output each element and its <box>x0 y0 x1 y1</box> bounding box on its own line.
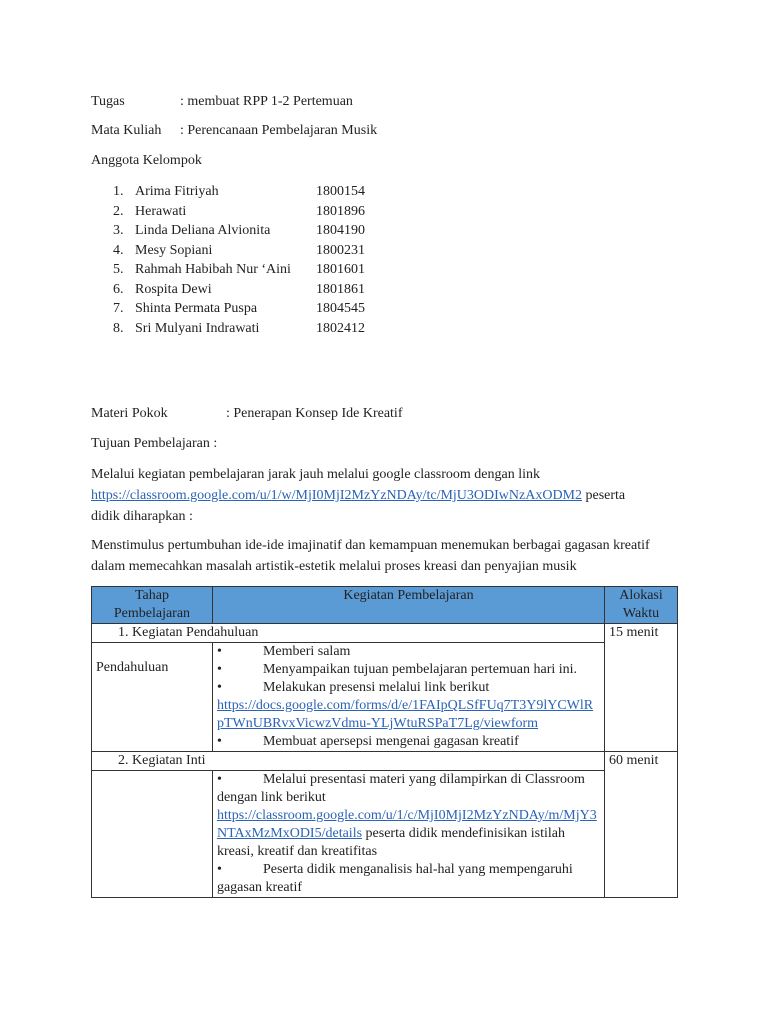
list-item: • Peserta didik menganalisis hal-hal yang mempengaruhi gagasan kreatif <box>216 862 573 895</box>
activities-inti <box>212 771 604 898</box>
list-item: • Melalui presentasi materi yang dilampirkan di Classroom dengan link berikut <box>216 772 585 805</box>
time-inti: 60 menit <box>605 752 678 898</box>
time-pendahuluan: 15 menit <box>605 624 678 752</box>
tujuan-pembelajaran-label: Tujuan Pembelajaran : <box>91 436 218 451</box>
member-number: 8. <box>113 320 124 336</box>
member-nim: 1800154 <box>316 184 365 199</box>
table-header-row <box>92 587 678 624</box>
intro-line-3: didik diharapkan : <box>91 509 193 524</box>
member-nim: 1804545 <box>316 301 365 316</box>
materi-pokok-line <box>91 406 402 422</box>
intro-after-link: peserta <box>582 488 626 503</box>
materi-pokok-value: : Penerapan Konsep Ide Kreatif <box>226 406 403 421</box>
list-item <box>113 241 365 261</box>
section-title-pendahuluan: 1. Kegiatan Pendahuluan <box>92 624 605 643</box>
member-number: 2. <box>113 203 124 219</box>
header-kegiatan: Kegiatan Pembelajaran <box>212 587 604 624</box>
list-item <box>113 182 365 202</box>
stage-pendahuluan: Pendahuluan <box>92 643 213 752</box>
member-number: 7. <box>113 301 124 316</box>
mata-kuliah-line <box>91 123 377 139</box>
tugas-label: Tugas <box>91 94 125 109</box>
intro-paragraph <box>91 464 681 527</box>
member-name: Rospita Dewi <box>135 281 212 297</box>
list-item: • Membuat apersepsi mengenai gagasan kreatif <box>216 734 519 749</box>
section-title-inti: 2. Kegiatan Inti <box>92 752 605 771</box>
anggota-kelompok-label: Anggota Kelompok <box>91 153 202 168</box>
mata-kuliah-value: : Perencanaan Pembelajaran Musik <box>180 123 378 138</box>
list-item <box>113 221 365 241</box>
table-row <box>92 624 678 643</box>
member-name: Arima Fitriyah <box>135 184 219 199</box>
rpp-table <box>91 586 678 898</box>
list-item <box>113 280 365 300</box>
member-name: Herawati <box>135 203 187 219</box>
table-row <box>92 771 678 898</box>
list-item <box>113 260 365 280</box>
table-row <box>92 643 678 752</box>
member-number: 1. <box>113 184 124 199</box>
materi-link-line: https://classroom.google.com/u/1/c/MjI0MjI2MzYzNDAy/m/MjY3NTAxMzMxODI5/details peserta didik mendefinisikan istilah kreasi, kreatif dan kreatifitas <box>216 808 597 859</box>
member-name: Linda Deliana Alvionita <box>135 223 271 238</box>
materi-link[interactable]: https://classroom.google.com/u/1/c/MjI0MjI2MzYzNDAy/m/MjY3NTAxMzMxODI5/details <box>216 808 597 841</box>
intro-line-1: Melalui kegiatan pembelajaran jarak jauh melalui google classroom dengan link <box>91 467 541 482</box>
list-item <box>113 202 365 222</box>
list-item <box>113 319 365 339</box>
member-nim: 1802412 <box>316 320 365 336</box>
member-list <box>113 182 365 338</box>
activities-pendahuluan <box>212 643 604 752</box>
member-nim: 1801601 <box>316 262 365 277</box>
list-item <box>113 299 365 319</box>
member-nim: 1801896 <box>316 203 365 219</box>
header-tahap: Tahap Pembelajaran <box>92 587 213 624</box>
list-item: • Melakukan presensi melalui link berikut <box>216 680 490 695</box>
materi-pokok-label: Materi Pokok <box>91 406 168 421</box>
header-alokasi: Alokasi Waktu <box>605 587 678 624</box>
tugas-line <box>91 94 353 110</box>
presensi-link[interactable]: https://docs.google.com/forms/d/e/1FAIpQLSfFUq7T3Y9lYCWlRpTWnUBRvxVicwzVdmu-YLjWtuRSPaT7Lg/viewform <box>216 698 594 731</box>
member-name: Sri Mulyani Indrawati <box>135 320 260 336</box>
classroom-link[interactable]: https://classroom.google.com/u/1/w/MjI0MjI2MzYzNDAy/tc/MjU3ODIwNzAxODM2 <box>91 488 582 503</box>
member-name: Mesy Sopiani <box>135 242 213 258</box>
member-nim: 1800231 <box>316 242 365 258</box>
member-nim: 1804190 <box>316 223 365 238</box>
member-number: 5. <box>113 262 124 277</box>
learning-goal: Menstimulus pertumbuhan ide-ide imajinatif dan kemampuan menemukan berbagai gagasan kreatif dalam memecahkan masalah artistik-estetik melalui proses kreasi dan penyajian musik <box>91 538 650 574</box>
member-name: Rahmah Habibah Nur ‘Aini <box>135 262 291 277</box>
list-item: • Memberi salam <box>216 644 351 659</box>
member-number: 4. <box>113 242 124 258</box>
member-number: 3. <box>113 223 124 238</box>
stage-inti <box>92 771 213 898</box>
member-name: Shinta Permata Puspa <box>135 301 258 316</box>
list-item: • Menyampaikan tujuan pembelajaran pertemuan hari ini. <box>216 662 578 677</box>
mata-kuliah-label: Mata Kuliah <box>91 123 162 138</box>
tugas-value: : membuat RPP 1-2 Pertemuan <box>180 94 353 109</box>
member-nim: 1801861 <box>316 281 365 297</box>
member-number: 6. <box>113 281 124 297</box>
table-row <box>92 752 678 771</box>
